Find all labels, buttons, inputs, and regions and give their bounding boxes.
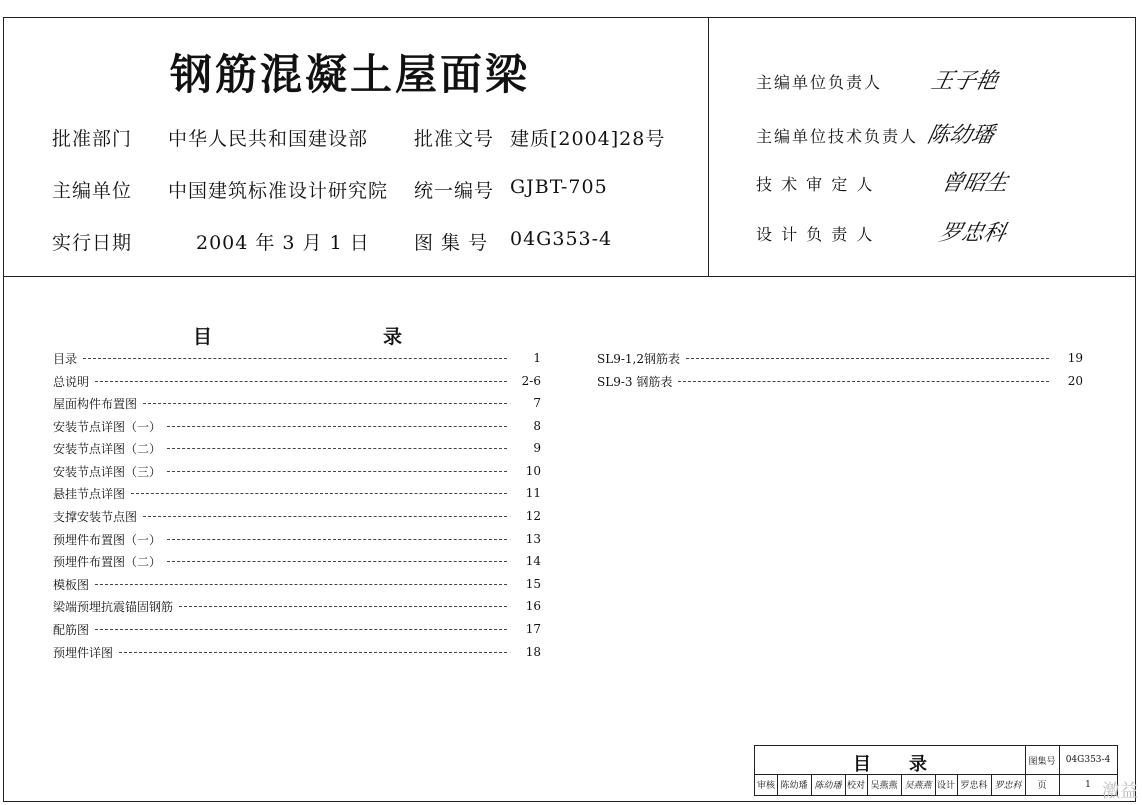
toc-entry-page: 10 — [525, 464, 541, 478]
toc-entry — [53, 394, 541, 412]
toc-entry-title: 支撑安装节点图 — [53, 509, 138, 524]
toc-entry — [53, 462, 541, 480]
leader-dots — [678, 381, 1049, 382]
toc-entry — [53, 484, 541, 502]
effective-date-value: 2004 年 3 月 1 日 — [196, 232, 370, 254]
toc-entry — [53, 643, 541, 661]
leader-dots — [686, 358, 1049, 359]
unified-number-label: 统一编号 — [414, 180, 495, 202]
approval-dept-value: 中华人民共和国建设部 — [168, 128, 369, 150]
toc-entry — [53, 552, 541, 570]
toc-entry — [53, 530, 541, 548]
unified-number-value: GJBT-705 — [510, 176, 608, 198]
signature-role: 主编单位技术负责人 — [756, 127, 919, 146]
toc-entry — [53, 372, 541, 390]
signature: 曾昭生 — [938, 171, 1011, 196]
toc-heading-right: 录 — [383, 326, 403, 348]
leader-dots — [167, 448, 507, 449]
toc-entry-page: 16 — [525, 599, 541, 613]
reviewer-signature: 陈幼璠 — [811, 774, 846, 795]
leader-dots — [167, 539, 507, 540]
toc-entry-page: 14 — [525, 554, 541, 568]
toc-entry-page: 18 — [525, 645, 541, 659]
leader-dots — [167, 471, 507, 472]
toc-entry — [53, 620, 541, 638]
toc-entry-title: 预埋件布置图（一） — [53, 532, 162, 547]
toc-entry-page: 19 — [1067, 351, 1083, 365]
toc-entry-title: 安装节点详图（三） — [53, 464, 162, 479]
leader-dots — [167, 426, 507, 427]
toc-entry — [53, 507, 541, 525]
proofreader-signature: 吴燕燕 — [901, 774, 936, 795]
toc-entry — [597, 372, 1083, 390]
approval-dept-label: 批准部门 — [52, 128, 133, 150]
atlas-number-label: 图 集 号 — [414, 232, 489, 254]
leader-dots — [83, 358, 507, 359]
signature: 罗忠科 — [936, 221, 1009, 246]
toc-entry — [53, 417, 541, 435]
toc-entry-page: 8 — [533, 419, 541, 433]
signature-role: 设 计 负 责 人 — [756, 225, 875, 244]
atlas-number-value: 04G353-4 — [510, 228, 613, 250]
toc-entry-page: 7 — [533, 396, 541, 410]
toc-entry-title: 预埋件布置图（二） — [53, 554, 162, 569]
toc-entry-title: 总说明 — [53, 374, 90, 389]
review-label: 审核 — [755, 774, 778, 795]
toc-entry-title: SL9-1,2钢筋表 — [597, 351, 680, 366]
toc-heading-left: 目 — [193, 326, 213, 348]
toc-entry — [53, 575, 541, 593]
signature: 王子艳 — [928, 69, 1001, 94]
designer-signature: 罗忠科 — [994, 781, 1022, 791]
effective-date-label: 实行日期 — [52, 232, 133, 254]
designer-name: 罗忠科 — [957, 774, 992, 795]
document-title: 钢筋混凝土屋面梁 — [170, 50, 531, 99]
toc-entry-page: 1 — [533, 351, 541, 365]
signature: 陈幼璠 — [924, 123, 997, 148]
toc-entry-page: 15 — [525, 577, 541, 591]
toc-entry — [53, 349, 541, 367]
corner-stamp: 激益 — [1102, 781, 1138, 802]
chief-editor-value: 中国建筑标准设计研究院 — [168, 180, 389, 202]
proofreader-name: 吴燕燕 — [867, 774, 902, 795]
atlas-value: 04G353-4 — [1065, 755, 1111, 765]
toc-entry-page: 9 — [533, 441, 541, 455]
leader-dots — [95, 629, 507, 630]
reviewer-name: 陈幼璠 — [777, 774, 812, 795]
header-divider — [3, 276, 1136, 277]
toc-entry-title: 模板图 — [53, 577, 90, 592]
sheet-title-left: 目 — [853, 754, 871, 775]
sheet-title-right: 录 — [909, 754, 927, 775]
atlas-label: 图集号 — [1028, 756, 1056, 767]
toc-entry — [53, 439, 541, 457]
leader-dots — [95, 381, 507, 382]
toc-entry-page: 13 — [525, 532, 541, 546]
leader-dots — [143, 516, 507, 517]
proofread-label: 校对 — [845, 774, 868, 795]
leader-dots — [179, 606, 507, 607]
design-label: 设计 — [935, 774, 958, 795]
page-value: 1 — [1085, 779, 1091, 790]
toc-entry — [53, 597, 541, 615]
leader-dots — [119, 652, 507, 653]
toc-entry-title: 梁端预埋抗震锚固钢筋 — [53, 599, 174, 614]
leader-dots — [143, 403, 507, 404]
toc-entry-page: 20 — [1067, 374, 1083, 388]
leader-dots — [95, 584, 507, 585]
title-block — [754, 745, 1118, 796]
toc-entry-title: 配筋图 — [53, 622, 90, 637]
leader-dots — [167, 561, 507, 562]
page-label: 页 — [1037, 781, 1047, 791]
toc-entry-title: SL9-3 钢筋表 — [597, 374, 673, 389]
toc-entry-page: 2-6 — [521, 374, 541, 388]
toc-entry-title: 屋面构件布置图 — [53, 396, 138, 411]
toc-entry-page: 17 — [525, 622, 541, 636]
signature-divider — [708, 17, 709, 277]
signature-role: 技 术 审 定 人 — [756, 175, 875, 194]
toc-entry-title: 目录 — [53, 351, 78, 366]
toc-entry-title: 安装节点详图（一） — [53, 419, 162, 434]
toc-entry-title: 安装节点详图（二） — [53, 441, 162, 456]
toc-entry-page: 11 — [525, 486, 541, 500]
approval-doc-value: 建质[2004]28号 — [510, 128, 666, 150]
toc-entry-title: 悬挂节点详图 — [53, 486, 126, 501]
leader-dots — [131, 493, 507, 494]
signature-role: 主编单位负责人 — [756, 73, 883, 92]
toc-entry — [597, 349, 1083, 367]
approval-doc-label: 批准文号 — [414, 128, 495, 150]
toc-entry-page: 12 — [525, 509, 541, 523]
chief-editor-label: 主编单位 — [52, 180, 133, 202]
toc-entry-title: 预埋件详图 — [53, 645, 114, 660]
